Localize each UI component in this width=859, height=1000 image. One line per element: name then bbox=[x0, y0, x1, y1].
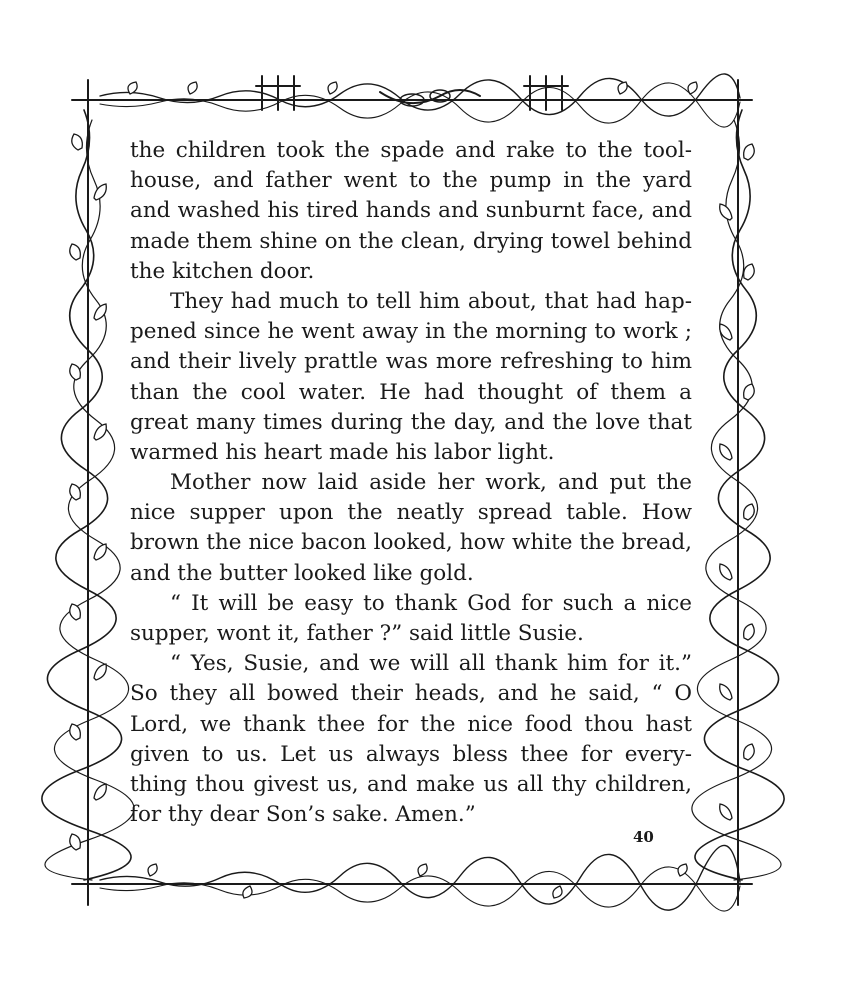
text-line: than the cool water. He had thought of them a bbox=[130, 379, 692, 405]
text-line: great many times during the day, and the love that bbox=[130, 409, 692, 435]
text-line: made them shine on the clean, drying towel behind bbox=[130, 228, 692, 254]
page-number: 40 bbox=[633, 828, 654, 846]
text-line: and their lively prattle was more refreshing to him bbox=[130, 349, 692, 375]
text-line: brown the nice bacon looked, how white the bread, bbox=[130, 530, 692, 556]
text-line: for thy dear Son’s sake. Amen.” bbox=[130, 802, 476, 828]
text-line: and the butter looked like gold. bbox=[130, 560, 474, 586]
body-text bbox=[130, 136, 692, 830]
text-line: the children took the spade and rake to the tool- bbox=[130, 138, 692, 163]
text-line: house, and father went to the pump in the yard bbox=[130, 168, 692, 194]
text-line: Mother now laid aside her work, and put the bbox=[170, 470, 692, 496]
text-line: “ It will be easy to thank God for such a nice bbox=[170, 590, 692, 616]
text-line: nice supper upon the neatly spread table. How bbox=[130, 500, 692, 526]
text-line: warmed his heart made his labor light. bbox=[130, 439, 555, 465]
text-line: the kitchen door. bbox=[130, 258, 315, 284]
text-line: Lord, we thank thee for the nice food thou hast bbox=[130, 711, 692, 737]
text-line: They had much to tell him about, that had hap- bbox=[170, 288, 692, 314]
text-line: pened since he went away in the morning to work ; bbox=[130, 319, 692, 345]
text-line: supper, wont it, father ?” said little Susie. bbox=[130, 621, 584, 646]
text-line: and washed his tired hands and sunburnt face, and bbox=[130, 198, 692, 224]
text-line: thing thou givest us, and make us all thy children, bbox=[130, 771, 692, 797]
text-line: “ Yes, Susie, and we will all thank him for it.” bbox=[170, 651, 692, 677]
text-line: So they all bowed their heads, and he said, “ O bbox=[130, 681, 692, 707]
text-line: given to us. Let us always bless thee for every- bbox=[130, 741, 692, 767]
